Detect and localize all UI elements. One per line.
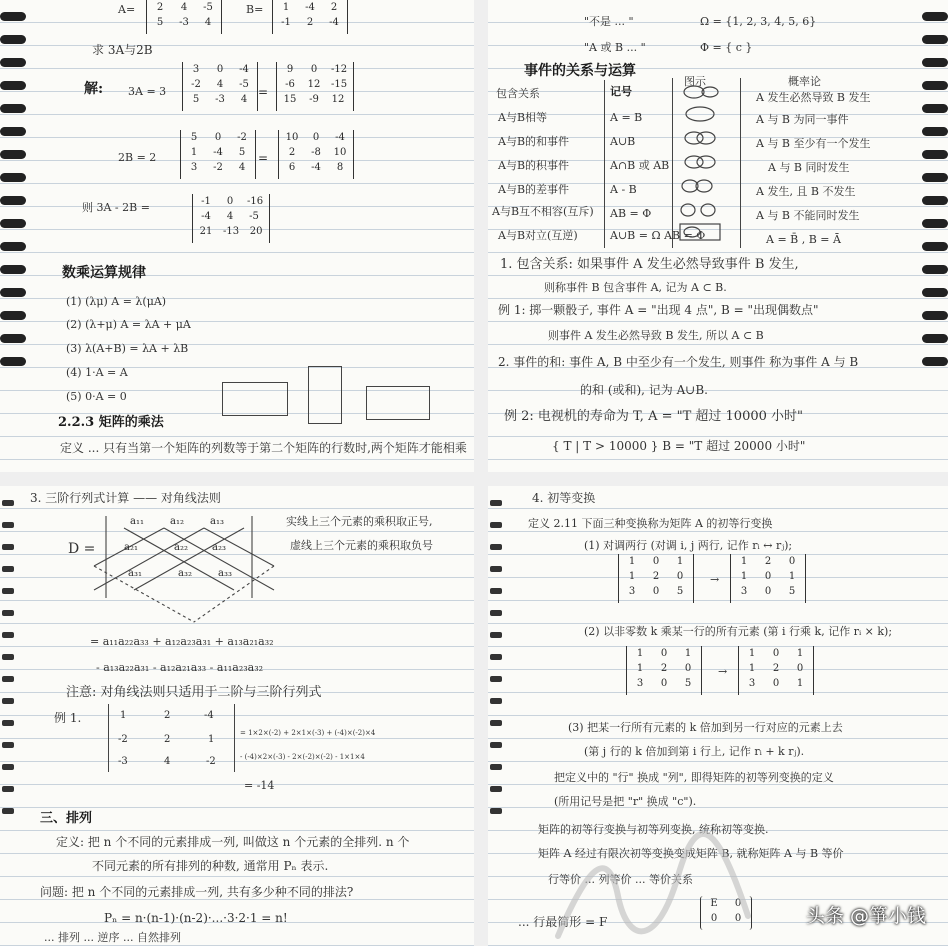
venn-diagram-column bbox=[676, 84, 738, 244]
matrix-swap-after: 1 2 0 1 0 1 3 0 5 bbox=[730, 554, 806, 603]
perm-bottom-line: ... 排列 ... 逆序 ... 自然排列 bbox=[44, 931, 181, 944]
section-rules: 数乘运算规律 bbox=[62, 265, 146, 281]
elem-a12: a₁₂ bbox=[170, 516, 184, 527]
spiral-binding bbox=[922, 0, 948, 472]
elem-a32: a₃₂ bbox=[178, 568, 192, 579]
row-1-sym: A = B bbox=[610, 111, 643, 124]
row-1-meaning: A 与 B 为同一事件 bbox=[756, 113, 849, 126]
row-3-sym: A∩B 或 AB bbox=[610, 159, 670, 172]
elem-title: 4. 初等变换 bbox=[532, 491, 596, 505]
elem-a33: a₃₃ bbox=[218, 568, 232, 579]
ex-calc-2: - (-4)×2×(-3) - 2×(-2)×(-2) - 1×1×4 bbox=[240, 753, 365, 761]
note-2: 2. 事件的和: 事件 A, B 中至少有一个发生, 则事件 称为事件 A 与 B bbox=[498, 355, 859, 369]
binding-strip bbox=[0, 486, 16, 946]
section-permutation: 三、排列 bbox=[40, 811, 93, 826]
row-4-sym: A - B bbox=[610, 183, 637, 196]
det-d-label: D = bbox=[68, 541, 96, 557]
row-2-name: A与B的和事件 bbox=[498, 135, 570, 148]
matrix-standard-form: E 0 0 0 bbox=[700, 896, 752, 930]
watermark-text: 头条 @箏小钱 bbox=[805, 905, 926, 927]
ex-cell: 1 bbox=[120, 710, 127, 721]
col-meaning: 概率论 bbox=[788, 75, 821, 88]
ex-cell: -2 bbox=[206, 756, 216, 767]
matrix-a-label: A= bbox=[118, 3, 136, 16]
note-1b: 则称事件 B 包含事件 A, 记为 A ⊂ B. bbox=[544, 281, 727, 294]
elem-line-5: (所用记号是把 "r" 换成 "c"). bbox=[554, 795, 697, 808]
elem-line-3a: (3) 把某一行所有元素的 k 倍加到另一行对应的元素上去 bbox=[568, 721, 843, 734]
row-3-meaning: A 与 B 同时发生 bbox=[768, 161, 850, 174]
row-6-sym: A∪B = Ω AB = Φ bbox=[610, 229, 706, 242]
perm-def-2: 不同元素的所有排列的种数, 通常用 Pₙ 表示. bbox=[92, 859, 329, 873]
elem-def-1: 定义 2.11 下面三种变换称为矩阵 A 的初等行变换 bbox=[528, 517, 773, 530]
expand-line-1: = a₁₁a₂₂a₃₃ + a₁₂a₂₃a₃₁ + a₁₃a₂₁a₃₂ bbox=[90, 635, 274, 648]
pen-scribble bbox=[548, 806, 768, 946]
elem-line-9: ... 行最简形 = F bbox=[518, 915, 608, 929]
row-2-sym: A∪B bbox=[610, 135, 636, 148]
expand-line-2: - a₁₃a₂₂a₃₁ - a₁₂a₂₁a₃₃ - a₁₁a₂₃a₃₂ bbox=[96, 661, 264, 674]
ex-result: = -14 bbox=[244, 779, 275, 792]
rule-2: (2) (λ+μ) A = λA + μA bbox=[66, 318, 191, 331]
example-2: 例 2: 电视机的寿命为 T, A = "T 超过 10000 小时" bbox=[504, 409, 804, 424]
diagonal-rule-diagram bbox=[84, 506, 294, 626]
row-5-name: A与B互不相容(互斥) bbox=[492, 205, 594, 218]
line-3a: 3A = 3 bbox=[128, 85, 167, 98]
matrix-2b-b: 5 0 -2 1 -4 5 3 -2 4 bbox=[180, 130, 256, 179]
note-1: 1. 包含关系: 如果事件 A 发生必然导致事件 B 发生, bbox=[500, 257, 799, 272]
det-note: 注意: 对角线法则只适用于二阶与三阶行列式 bbox=[66, 685, 322, 700]
example-2b: { T | T > 10000 } B = "T 超过 20000 小时" bbox=[552, 439, 806, 453]
row-4-name: A与B的差事件 bbox=[498, 183, 570, 196]
sketch-box-3 bbox=[366, 386, 430, 420]
col-notation: 记号 bbox=[610, 85, 632, 98]
row-5-sym: AB = Φ bbox=[610, 207, 652, 220]
matrix-2b: 10 0 -4 2 -8 10 6 -4 8 bbox=[278, 130, 354, 179]
note-2b: 的和 (或和), 记为 A∪B. bbox=[580, 383, 708, 397]
top-line-1: "不是 ... " bbox=[584, 15, 634, 28]
spiral-binding bbox=[0, 0, 26, 472]
ask-line: 求 3A与2B bbox=[92, 43, 153, 57]
ex-cell: 1 bbox=[208, 734, 215, 745]
matrix-3a: 9 0 -12 -6 12 -15 15 -9 12 bbox=[276, 62, 354, 111]
rule-4: (4) 1·A = A bbox=[66, 366, 128, 379]
elem-line-7: 矩阵 A 经过有限次初等变换变成矩阵 B, 就称矩阵 A 与 B 等价 bbox=[538, 847, 844, 860]
matrix-swap-before: 1 0 1 1 2 0 3 0 5 bbox=[618, 554, 694, 603]
row-0-name: 包含关系 bbox=[496, 87, 540, 100]
notebook-page-determinant bbox=[0, 486, 474, 946]
sketch-box-1 bbox=[222, 382, 288, 416]
col-venn: 图示 bbox=[684, 75, 706, 88]
ex-cell: 4 bbox=[164, 756, 171, 767]
top-line-2: "A 或 B ... " bbox=[584, 41, 646, 54]
elem-line-6: 矩阵的初等行变换与初等列变换, 统称初等变换. bbox=[538, 823, 769, 836]
rule-5: (5) 0·A = 0 bbox=[66, 390, 127, 403]
example-1b: 则事件 A 发生必然导致 B 发生, 所以 A ⊂ B bbox=[548, 329, 764, 342]
matrix-b-label: B= bbox=[246, 3, 264, 16]
sketch-box-2 bbox=[308, 366, 342, 424]
ex-cell: 2 bbox=[164, 734, 171, 745]
det-title: 3. 三阶行列式计算 —— 对角线法则 bbox=[30, 491, 221, 505]
elem-line-8: 行等价 ... 列等价 ... 等价关系 bbox=[548, 873, 693, 886]
notebook-page-matrix-ops: A= 2 4 -5 5 -3 4 B= 1 -4 2 -1 2 -4 求 3A与2B 解: 3A = 3 3 0 -4 -2 4 -5 5 -3 4 = 9 0 -12 -6 12 -15 15 -9 12 2B = 2 5 0 -2 1 -4 5 3 -2 4 = 10 0 -4 2 -8 10 6 -4 8 则 3A - 2B = -1 0 -16 -4 4 -5 21 -13 20 数乘运算规律 (1) (λμ) A = λ(μA) (2) (λ+μ) A = λA + μA (3) λ(A+B) = λA + λB (4) 1·A = A (5) 0·A = 0 2.2.3 矩阵的乘法 定义 ... 只有当第一个矩阵的列数等于第二个矩阵的行数时,两个矩阵才能相乘 bbox=[0, 0, 474, 472]
example-label: 例 1. bbox=[54, 711, 82, 725]
solve-label: 解: bbox=[84, 81, 104, 97]
row-6-meaning: A = B̄ , B = Ā bbox=[766, 233, 841, 246]
definition-line: 定义 ... 只有当第一个矩阵的列数等于第二个矩阵的行数时,两个矩阵才能相乘 bbox=[60, 441, 467, 455]
elem-a31: a₃₁ bbox=[128, 568, 142, 579]
rule-3: (3) λ(A+B) = λA + λB bbox=[66, 342, 189, 355]
elem-def-2: (1) 对调两行 (对调 i, j 两行, 记作 rᵢ ↔ rⱼ); bbox=[584, 539, 793, 552]
perm-formula: Pₙ = n·(n-1)·(n-2)·...·3·2·1 = n! bbox=[104, 911, 288, 925]
ex-calc-1: = 1×2×(-2) + 2×1×(-3) + (-4)×(-2)×4 bbox=[240, 729, 376, 737]
notebook-page-elementary-ops: 4. 初等变换 定义 2.11 下面三种变换称为矩阵 A 的初等行变换 (1) 对调两行 (对调 i, j 两行, 记作 rᵢ ↔ rⱼ); 1 0 1 1 2 0 3 0 5 → 1 2 0 1 0 1 3 0 5 (2) 以非零数 k 乘某一行的所有元素 (第 i 行乘 k, 记作 rᵢ × k); 1 0 1 1 2 0 3 0 5 → 1 0 1 1 2 0 3 0 1 (3) 把某一行所有元素的 k 倍加到另一行对应的元素上去 (第 j 行的 k 倍加到第 i 行上, 记作 rᵢ + k rⱼ). 把定义中的 "行" 换成 "列", 即得矩阵的初等列变换的定义 (所用记号是把 "r" 换成 "c"). 矩阵的初等行变换与初等列变换, 统称初等变换. 矩阵 A 经过有限次初等变换变成矩阵 B, 就称矩阵 A 与 B 等价 行等价 ... 列等价 ... 等价关系 ... 行最简形 = F E 0 0 0 bbox=[488, 486, 948, 946]
elem-line-4: 把定义中的 "行" 换成 "列", 即得矩阵的初等列变换的定义 bbox=[554, 771, 834, 784]
binding-strip bbox=[488, 486, 504, 946]
matrix-scale-after: 1 0 1 1 2 0 3 0 1 bbox=[738, 646, 814, 695]
matrix-a: 2 4 -5 5 -3 4 bbox=[146, 0, 222, 34]
notebook-page-event-relations bbox=[488, 0, 948, 472]
row-0-meaning: A 发生必然导致 B 发生 bbox=[756, 91, 871, 104]
perm-def-1: 定义: 把 n 个不同的元素排成一列, 叫做这 n 个元素的全排列. n 个 bbox=[56, 835, 410, 849]
top-right-2: Φ = { c } bbox=[700, 41, 753, 54]
row-2-meaning: A 与 B 至少有一个发生 bbox=[756, 137, 871, 150]
row-1-name: A与B相等 bbox=[498, 111, 548, 124]
section-223: 2.2.3 矩阵的乘法 bbox=[58, 415, 164, 430]
rule-1: (1) (λμ) A = λ(μA) bbox=[66, 295, 167, 308]
row-3-name: A与B的积事件 bbox=[498, 159, 570, 172]
elem-line-2: (2) 以非零数 k 乘某一行的所有元素 (第 i 行乘 k, 记作 rᵢ × k); bbox=[584, 625, 893, 638]
matrix-scale-before: 1 0 1 1 2 0 3 0 5 bbox=[626, 646, 702, 695]
ex-cell: 2 bbox=[164, 710, 171, 721]
ex-cell: -3 bbox=[118, 756, 128, 767]
side-note-1: 实线上三个元素的乘积取正号, bbox=[286, 515, 433, 528]
ex-cell: -2 bbox=[118, 734, 128, 745]
row-5-meaning: A 与 B 不能同时发生 bbox=[756, 209, 860, 222]
elem-a23: a₂₃ bbox=[212, 542, 226, 553]
matrix-b: 1 -4 2 -1 2 -4 bbox=[272, 0, 348, 34]
elem-a21: a₂₁ bbox=[124, 542, 138, 553]
matrix-result: -1 0 -16 -4 4 -5 21 -13 20 bbox=[192, 194, 270, 243]
elem-line-3b: (第 j 行的 k 倍加到第 i 行上, 记作 rᵢ + k rⱼ). bbox=[584, 745, 805, 758]
side-note-2: 虚线上三个元素的乘积取负号 bbox=[290, 539, 433, 552]
top-right-1: Ω = {1, 2, 3, 4, 5, 6} bbox=[700, 15, 817, 28]
example-1: 例 1: 掷一颗骰子, 事件 A = "出现 4 点", B = "出现偶数点" bbox=[498, 303, 819, 317]
perm-question: 问题: 把 n 个不同的元素排成一列, 共有多少种不同的排法? bbox=[40, 885, 354, 899]
ex-cell: -4 bbox=[204, 710, 214, 721]
elem-a11: a₁₁ bbox=[130, 516, 144, 527]
row-4-meaning: A 发生, 且 B 不发生 bbox=[756, 185, 856, 198]
row-6-name: A与B对立(互逆) bbox=[498, 229, 578, 242]
elem-a22: a₂₂ bbox=[174, 542, 188, 553]
line-2b: 2B = 2 bbox=[118, 151, 157, 164]
line-3a-minus-2b: 则 3A - 2B = bbox=[82, 201, 150, 214]
event-table-title: 事件的关系与运算 bbox=[524, 63, 636, 79]
elem-a13: a₁₃ bbox=[210, 516, 224, 527]
matrix-3a-a: 3 0 -4 -2 4 -5 5 -3 4 bbox=[182, 62, 258, 111]
